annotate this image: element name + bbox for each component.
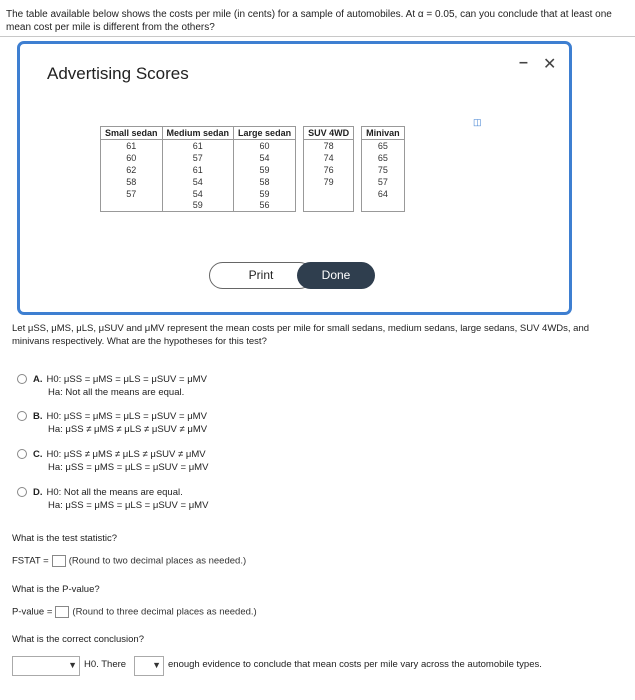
close-button[interactable]: ✕ [543,56,557,73]
option-h0: H0: μSS ≠ μMS ≠ μLS ≠ μSUV ≠ μMV [46,449,206,460]
question-line-1: Let μSS, μMS, μLS, μSUV and μMV represent the mean costs per mile for small sedans, medium sedans, large sedans, SUV 4WDs, and [12,323,590,334]
table-cell: 56 [234,200,296,212]
question-line-2: minivans respectively. What are the hypotheses for this test? [12,336,267,347]
chevron-down-icon: ▼ [152,660,161,670]
table-cell: 61 [162,164,234,176]
divider [0,36,635,37]
pvalue-question: What is the P-value? [12,584,100,595]
conclusion-question: What is the correct conclusion? [12,634,145,645]
col-header: Medium sedan [162,127,234,140]
col-header: Small sedan [101,127,163,140]
pvalue-input[interactable] [55,606,69,618]
table-row [101,152,405,164]
option-ha: Ha: Not all the means are equal. [48,387,185,398]
option-h0: H0: μSS = μMS = μLS = μSUV = μMV [46,374,207,385]
pvalue-row [12,606,257,618]
col-header: Large sedan [234,127,296,140]
copy-data-icon[interactable]: ◫ [473,117,482,127]
option-letter: D. [33,487,43,498]
table-cell: 61 [101,140,163,152]
table-cell: 60 [101,152,163,164]
table-cell: 57 [101,188,163,200]
option-c[interactable] [17,448,417,474]
option-h0: H0: Not all the means are equal. [46,487,183,498]
reject-dropdown[interactable] [12,656,80,676]
radio-button[interactable] [17,449,27,459]
dialog-title: Advertising Scores [47,64,189,83]
col-header: SUV 4WD [304,127,354,140]
table-cell: 59 [234,164,296,176]
option-letter: C. [33,449,43,460]
intro-line-2: mean cost per mile is different from the others? [6,22,215,33]
table-cell: 75 [362,164,405,176]
radio-button[interactable] [17,411,27,421]
table-row [101,188,405,200]
radio-button[interactable] [17,374,27,384]
table-cell [362,200,405,212]
data-dialog [17,41,572,315]
option-ha: Ha: μSS = μMS = μLS = μSUV = μMV [48,500,209,511]
option-letter: A. [33,374,43,385]
table-cell: 54 [162,176,234,188]
table-cell: 61 [162,140,234,152]
done-button[interactable]: Done [297,262,375,289]
table-cell: 59 [234,188,296,200]
table-cell: 79 [304,176,354,188]
minimize-button[interactable]: – [519,54,528,71]
stat-input[interactable] [52,555,66,567]
stat-hint: (Round to two decimal places as needed.) [68,555,247,567]
option-h0: H0: μSS = μMS = μLS = μSUV = μMV [46,411,207,422]
table-cell [304,188,354,200]
print-button[interactable]: Print [209,262,313,289]
problem-intro [6,8,628,34]
table-cell: 57 [362,176,405,188]
option-ha: Ha: μSS ≠ μMS ≠ μLS ≠ μSUV ≠ μMV [48,424,208,435]
table-row [101,164,405,176]
table-cell: 54 [162,188,234,200]
table-cell: 58 [101,176,163,188]
table-cell: 58 [234,176,296,188]
conclusion-h0-text: H0. There [84,659,127,670]
option-ha: Ha: μSS = μMS = μLS = μSUV = μMV [48,462,209,473]
table-cell: 65 [362,140,405,152]
radio-button[interactable] [17,487,27,497]
data-table [100,126,405,212]
table-cell: 59 [162,200,234,212]
chevron-down-icon: ▼ [68,660,77,670]
table-row [101,140,405,152]
pvalue-label: P-value = [12,606,53,618]
table-cell: 65 [362,152,405,164]
table-cell: 78 [304,140,354,152]
table-cell: 54 [234,152,296,164]
pvalue-hint: (Round to three decimal places as needed.) [72,606,257,618]
table-cell: 60 [234,140,296,152]
option-letter: B. [33,411,43,422]
conclusion-rest-text: enough evidence to conclude that mean costs per mile vary across the automobile types. [168,659,542,670]
table-cell [101,200,163,212]
option-b[interactable] [17,410,417,436]
table-cell: 62 [101,164,163,176]
table-cell [304,200,354,212]
option-a[interactable] [17,373,417,399]
col-header: Minivan [362,127,405,140]
hypothesis-question [12,322,624,348]
stat-label: FSTAT = [12,555,49,567]
table-cell: 74 [304,152,354,164]
stat-row [12,555,246,567]
option-d[interactable] [17,486,417,512]
table-cell: 76 [304,164,354,176]
table-row [101,176,405,188]
evidence-dropdown[interactable] [134,656,164,676]
table-cell: 57 [162,152,234,164]
table-row [101,200,405,212]
table-cell: 64 [362,188,405,200]
intro-line-1: The table available below shows the costs per mile (in cents) for a sample of automobiles. At α = 0.05, can you conclude that at least one [6,9,612,20]
stat-question: What is the test statistic? [12,533,118,544]
